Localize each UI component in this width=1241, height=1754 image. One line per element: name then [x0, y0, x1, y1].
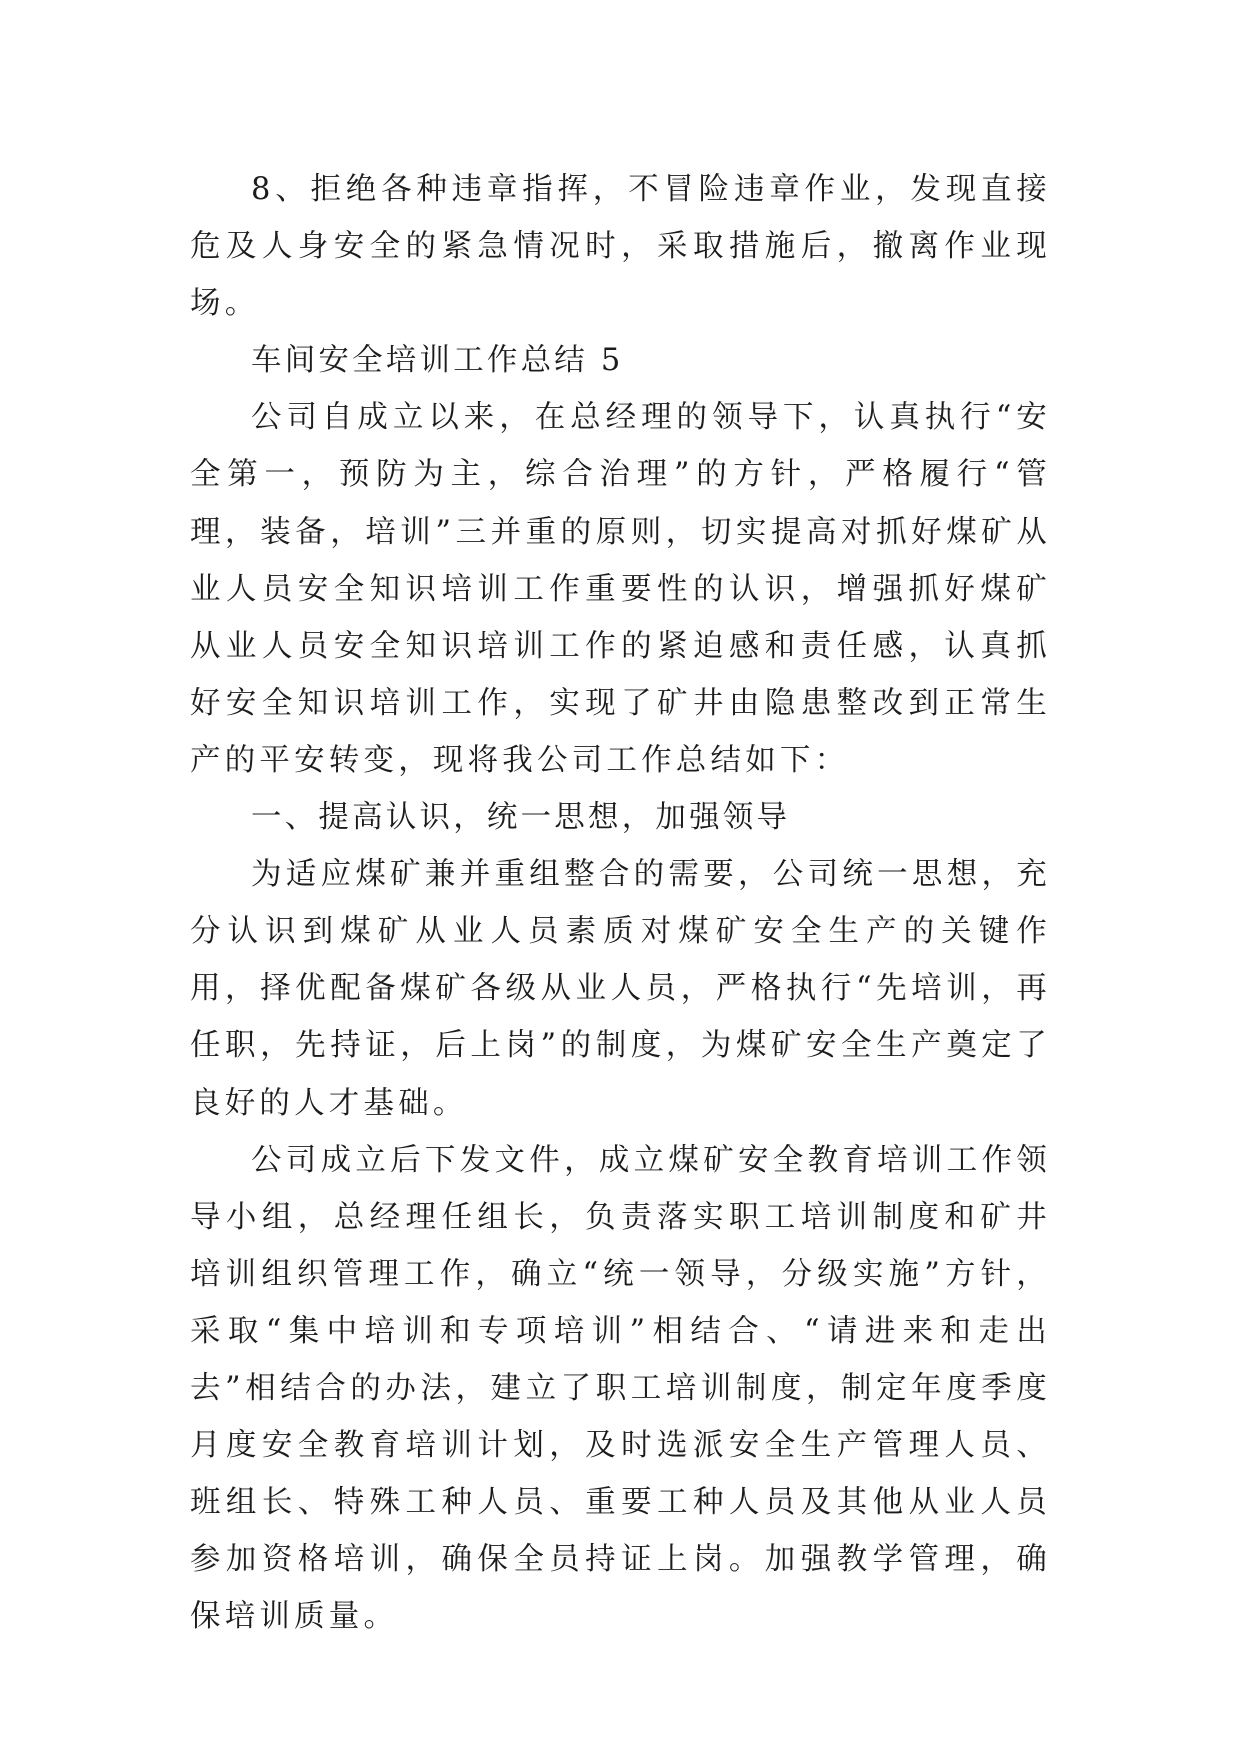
- section-heading-1: 一、提高认识，统一思想，加强领导: [251, 800, 791, 836]
- paragraph-intro: 公司自成立以来，在总经理的领导下，认真执行“安全第一，预防为主，综合治理”的方针，严格履行“管理，装备，培训”三并重的原则，切实提高对抓好煤矿从业人员安全知识培训工作重要性的认识，增强抓好煤矿从业人员安全知识培训工作的紧迫感和责任感，认真抓好安全知识培训工作，实现了矿井由隐患整改到正常生产的平安转变，现将我公司工作总结如下：: [190, 400, 1051, 778]
- section-title: 车间安全培训工作总结 5: [251, 343, 624, 379]
- document-body: [190, 161, 1051, 1645]
- paragraph-leadership-group: 公司成立后下发文件，成立煤矿安全教育培训工作领导小组，总经理任组长，负责落实职工培训制度和矿井培训组织管理工作，确立“统一领导，分级实施”方针，采取“集中培训和专项培训”相结合、“请进来和走出去”相结合的办法，建立了职工培训制度，制定年度季度月度安全教育培训计划，及时选派安全生产管理人员、班组长、特殊工种人员、重要工种人员及其他从业人员参加资格培训，确保全员持证上岗。加强教学管理，确保培训质量。: [190, 1142, 1051, 1635]
- paragraph-rule-8: 8、拒绝各种违章指挥，不冒险违章作业，发现直接危及人身安全的紧急情况时，采取措施后，撤离作业现场。: [190, 172, 1051, 322]
- paragraph-adaptation: 为适应煤矿兼并重组整合的需要，公司统一思想，充分认识到煤矿从业人员素质对煤矿安全生产的关键作用，择优配备煤矿各级从业人员，严格执行“先培训，再任职，先持证，后上岗”的制度，为煤矿安全生产奠定了良好的人才基础。: [190, 857, 1051, 1121]
